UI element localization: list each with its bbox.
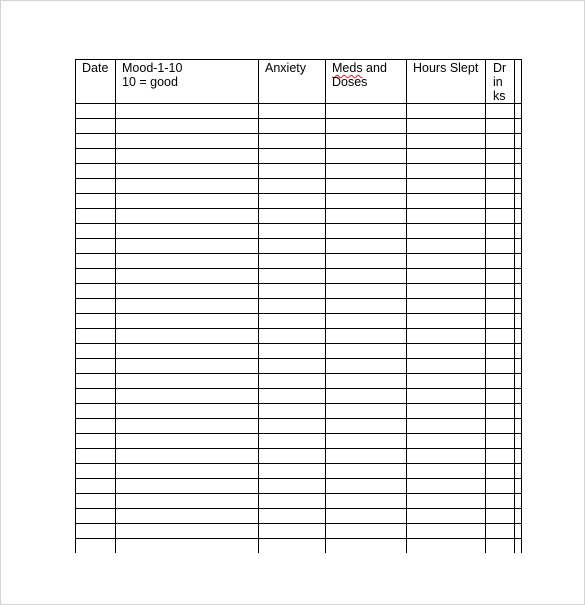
extra-cell[interactable] bbox=[515, 104, 522, 119]
meds-cell[interactable] bbox=[326, 254, 407, 269]
hours-slept-cell[interactable] bbox=[407, 104, 486, 119]
hours-slept-cell[interactable] bbox=[407, 404, 486, 419]
header-mood-line2: 10 = good bbox=[122, 75, 178, 89]
meds-cell[interactable] bbox=[326, 479, 407, 494]
hours-slept-cell[interactable] bbox=[407, 119, 486, 134]
anxiety-cell[interactable] bbox=[259, 254, 326, 269]
header-date bbox=[76, 60, 116, 104]
drinks-cell[interactable] bbox=[486, 104, 515, 119]
drinks-cell[interactable] bbox=[486, 419, 515, 434]
drinks-cell[interactable] bbox=[486, 209, 515, 224]
table-row bbox=[76, 389, 522, 404]
extra-cell[interactable] bbox=[515, 509, 522, 524]
anxiety-cell[interactable] bbox=[259, 374, 326, 389]
hours-slept-cell[interactable] bbox=[407, 179, 486, 194]
meds-cell[interactable] bbox=[326, 269, 407, 284]
anxiety-cell[interactable] bbox=[259, 404, 326, 419]
anxiety-cell[interactable] bbox=[259, 539, 326, 554]
meds-cell[interactable] bbox=[326, 149, 407, 164]
meds-cell[interactable] bbox=[326, 104, 407, 119]
drinks-cell[interactable] bbox=[486, 479, 515, 494]
mood-cell[interactable] bbox=[116, 509, 259, 524]
extra-cell[interactable] bbox=[515, 209, 522, 224]
date-cell[interactable] bbox=[76, 494, 116, 509]
meds-cell[interactable] bbox=[326, 329, 407, 344]
anxiety-cell[interactable] bbox=[259, 179, 326, 194]
drinks-cell[interactable] bbox=[486, 524, 515, 539]
anxiety-cell[interactable] bbox=[259, 524, 326, 539]
date-cell[interactable] bbox=[76, 479, 116, 494]
date-cell[interactable] bbox=[76, 149, 116, 164]
meds-cell[interactable] bbox=[326, 239, 407, 254]
anxiety-cell[interactable] bbox=[259, 314, 326, 329]
date-cell[interactable] bbox=[76, 404, 116, 419]
mood-cell[interactable] bbox=[116, 314, 259, 329]
extra-cell[interactable] bbox=[515, 374, 522, 389]
mood-cell[interactable] bbox=[116, 284, 259, 299]
drinks-cell[interactable] bbox=[486, 299, 515, 314]
date-cell[interactable] bbox=[76, 524, 116, 539]
table-row bbox=[76, 404, 522, 419]
date-cell[interactable] bbox=[76, 374, 116, 389]
drinks-cell[interactable] bbox=[486, 404, 515, 419]
date-cell[interactable] bbox=[76, 254, 116, 269]
table-row bbox=[76, 284, 522, 299]
header-anxiety-label: Anxiety bbox=[265, 61, 306, 75]
meds-cell[interactable] bbox=[326, 359, 407, 374]
drinks-cell[interactable] bbox=[486, 134, 515, 149]
date-cell[interactable] bbox=[76, 179, 116, 194]
extra-cell[interactable] bbox=[515, 434, 522, 449]
date-cell[interactable] bbox=[76, 299, 116, 314]
date-cell[interactable] bbox=[76, 434, 116, 449]
date-cell[interactable] bbox=[76, 329, 116, 344]
extra-cell[interactable] bbox=[515, 494, 522, 509]
table-row bbox=[76, 104, 522, 119]
hours-slept-cell[interactable] bbox=[407, 284, 486, 299]
mood-cell[interactable] bbox=[116, 254, 259, 269]
extra-cell[interactable] bbox=[515, 149, 522, 164]
anxiety-cell[interactable] bbox=[259, 209, 326, 224]
table-row bbox=[76, 344, 522, 359]
anxiety-cell[interactable] bbox=[259, 269, 326, 284]
hours-slept-cell[interactable] bbox=[407, 464, 486, 479]
header-drinks-line3: ks bbox=[493, 89, 506, 103]
drinks-cell[interactable] bbox=[486, 374, 515, 389]
anxiety-cell[interactable] bbox=[259, 224, 326, 239]
table-row bbox=[76, 119, 522, 134]
drinks-cell[interactable] bbox=[486, 359, 515, 374]
mood-cell[interactable] bbox=[116, 389, 259, 404]
table-row bbox=[76, 509, 522, 524]
table-row bbox=[76, 359, 522, 374]
table-row bbox=[76, 254, 522, 269]
meds-cell[interactable] bbox=[326, 374, 407, 389]
meds-cell[interactable] bbox=[326, 299, 407, 314]
extra-cell[interactable] bbox=[515, 524, 522, 539]
table-row bbox=[76, 434, 522, 449]
hours-slept-cell[interactable] bbox=[407, 494, 486, 509]
mood-log-table bbox=[75, 59, 522, 553]
date-cell[interactable] bbox=[76, 239, 116, 254]
hours-slept-cell[interactable] bbox=[407, 449, 486, 464]
mood-cell[interactable] bbox=[116, 179, 259, 194]
date-cell[interactable] bbox=[76, 509, 116, 524]
hours-slept-cell[interactable] bbox=[407, 254, 486, 269]
hours-slept-cell[interactable] bbox=[407, 359, 486, 374]
hours-slept-cell[interactable] bbox=[407, 479, 486, 494]
hours-slept-cell[interactable] bbox=[407, 419, 486, 434]
anxiety-cell[interactable] bbox=[259, 119, 326, 134]
extra-cell[interactable] bbox=[515, 134, 522, 149]
meds-cell[interactable] bbox=[326, 434, 407, 449]
meds-cell[interactable] bbox=[326, 134, 407, 149]
extra-cell[interactable] bbox=[515, 329, 522, 344]
table-row bbox=[76, 164, 522, 179]
table-row bbox=[76, 269, 522, 284]
extra-cell[interactable] bbox=[515, 224, 522, 239]
anxiety-cell[interactable] bbox=[259, 329, 326, 344]
drinks-cell[interactable] bbox=[486, 494, 515, 509]
drinks-cell[interactable] bbox=[486, 314, 515, 329]
extra-cell[interactable] bbox=[515, 539, 522, 554]
header-mood bbox=[116, 60, 259, 104]
meds-cell[interactable] bbox=[326, 224, 407, 239]
hours-slept-cell[interactable] bbox=[407, 269, 486, 284]
extra-cell[interactable] bbox=[515, 449, 522, 464]
mood-cell[interactable] bbox=[116, 104, 259, 119]
table-row bbox=[76, 134, 522, 149]
drinks-cell[interactable] bbox=[486, 464, 515, 479]
anxiety-cell[interactable] bbox=[259, 389, 326, 404]
extra-cell[interactable] bbox=[515, 239, 522, 254]
mood-cell[interactable] bbox=[116, 464, 259, 479]
meds-cell[interactable] bbox=[326, 419, 407, 434]
extra-cell[interactable] bbox=[515, 314, 522, 329]
mood-cell[interactable] bbox=[116, 404, 259, 419]
mood-cell[interactable] bbox=[116, 134, 259, 149]
extra-cell[interactable] bbox=[515, 299, 522, 314]
date-cell[interactable] bbox=[76, 539, 116, 554]
meds-cell[interactable] bbox=[326, 194, 407, 209]
drinks-cell[interactable] bbox=[486, 179, 515, 194]
anxiety-cell[interactable] bbox=[259, 239, 326, 254]
meds-cell[interactable] bbox=[326, 389, 407, 404]
anxiety-cell[interactable] bbox=[259, 434, 326, 449]
hours-slept-cell[interactable] bbox=[407, 239, 486, 254]
table-row bbox=[76, 494, 522, 509]
mood-cell[interactable] bbox=[116, 119, 259, 134]
drinks-cell[interactable] bbox=[486, 329, 515, 344]
extra-cell[interactable] bbox=[515, 479, 522, 494]
drinks-cell[interactable] bbox=[486, 119, 515, 134]
table-row bbox=[76, 449, 522, 464]
date-cell[interactable] bbox=[76, 284, 116, 299]
hours-slept-cell[interactable] bbox=[407, 539, 486, 554]
drinks-cell[interactable] bbox=[486, 284, 515, 299]
hours-slept-cell[interactable] bbox=[407, 374, 486, 389]
drinks-cell[interactable] bbox=[486, 509, 515, 524]
mood-cell[interactable] bbox=[116, 449, 259, 464]
date-cell[interactable] bbox=[76, 134, 116, 149]
mood-cell[interactable] bbox=[116, 494, 259, 509]
meds-cell[interactable] bbox=[326, 509, 407, 524]
drinks-cell[interactable] bbox=[486, 269, 515, 284]
drinks-cell[interactable] bbox=[486, 194, 515, 209]
anxiety-cell[interactable] bbox=[259, 509, 326, 524]
date-cell[interactable] bbox=[76, 464, 116, 479]
hours-slept-cell[interactable] bbox=[407, 299, 486, 314]
anxiety-cell[interactable] bbox=[259, 194, 326, 209]
anxiety-cell[interactable] bbox=[259, 479, 326, 494]
meds-cell[interactable] bbox=[326, 494, 407, 509]
meds-cell[interactable] bbox=[326, 404, 407, 419]
date-cell[interactable] bbox=[76, 389, 116, 404]
drinks-cell[interactable] bbox=[486, 389, 515, 404]
hours-slept-cell[interactable] bbox=[407, 149, 486, 164]
extra-cell[interactable] bbox=[515, 164, 522, 179]
anxiety-cell[interactable] bbox=[259, 359, 326, 374]
extra-cell[interactable] bbox=[515, 194, 522, 209]
header-drinks bbox=[486, 60, 515, 104]
table-row bbox=[76, 314, 522, 329]
anxiety-cell[interactable] bbox=[259, 134, 326, 149]
table-row bbox=[76, 299, 522, 314]
mood-cell[interactable] bbox=[116, 299, 259, 314]
header-hours-slept bbox=[407, 60, 486, 104]
mood-cell[interactable] bbox=[116, 149, 259, 164]
drinks-cell[interactable] bbox=[486, 449, 515, 464]
anxiety-cell[interactable] bbox=[259, 149, 326, 164]
hours-slept-cell[interactable] bbox=[407, 434, 486, 449]
hours-slept-cell[interactable] bbox=[407, 194, 486, 209]
meds-cell[interactable] bbox=[326, 344, 407, 359]
date-cell[interactable] bbox=[76, 344, 116, 359]
header-meds bbox=[326, 60, 407, 104]
drinks-cell[interactable] bbox=[486, 164, 515, 179]
mood-cell[interactable] bbox=[116, 374, 259, 389]
meds-cell[interactable] bbox=[326, 119, 407, 134]
header-mood-line1: Mood-1-10 bbox=[122, 61, 183, 75]
drinks-cell[interactable] bbox=[486, 254, 515, 269]
header-hours-slept-label: Hours Slept bbox=[413, 61, 479, 75]
table-row bbox=[76, 194, 522, 209]
table-row bbox=[76, 419, 522, 434]
hours-slept-cell[interactable] bbox=[407, 524, 486, 539]
anxiety-cell[interactable] bbox=[259, 494, 326, 509]
mood-cell[interactable] bbox=[116, 359, 259, 374]
header-anxiety bbox=[259, 60, 326, 104]
drinks-cell[interactable] bbox=[486, 539, 515, 554]
meds-cell[interactable] bbox=[326, 524, 407, 539]
table-row bbox=[76, 374, 522, 389]
anxiety-cell[interactable] bbox=[259, 284, 326, 299]
extra-cell[interactable] bbox=[515, 179, 522, 194]
table-row bbox=[76, 329, 522, 344]
header-row bbox=[76, 60, 522, 104]
extra-cell[interactable] bbox=[515, 254, 522, 269]
extra-cell[interactable] bbox=[515, 269, 522, 284]
date-cell[interactable] bbox=[76, 164, 116, 179]
mood-cell[interactable] bbox=[116, 239, 259, 254]
meds-cell[interactable] bbox=[326, 314, 407, 329]
header-meds-line1 bbox=[332, 61, 406, 75]
header-meds-rest: and bbox=[362, 61, 387, 75]
mood-cell[interactable] bbox=[116, 329, 259, 344]
drinks-cell[interactable] bbox=[486, 344, 515, 359]
mood-cell[interactable] bbox=[116, 209, 259, 224]
extra-cell[interactable] bbox=[515, 464, 522, 479]
anxiety-cell[interactable] bbox=[259, 464, 326, 479]
hours-slept-cell[interactable] bbox=[407, 344, 486, 359]
table-row bbox=[76, 479, 522, 494]
mood-cell[interactable] bbox=[116, 524, 259, 539]
table-row bbox=[76, 539, 522, 554]
extra-cell[interactable] bbox=[515, 359, 522, 374]
header-meds-line2: Doses bbox=[332, 75, 368, 89]
extra-cell[interactable] bbox=[515, 404, 522, 419]
date-cell[interactable] bbox=[76, 314, 116, 329]
date-cell[interactable] bbox=[76, 449, 116, 464]
date-cell[interactable] bbox=[76, 419, 116, 434]
mood-cell[interactable] bbox=[116, 269, 259, 284]
anxiety-cell[interactable] bbox=[259, 104, 326, 119]
hours-slept-cell[interactable] bbox=[407, 224, 486, 239]
extra-cell[interactable] bbox=[515, 389, 522, 404]
anxiety-cell[interactable] bbox=[259, 419, 326, 434]
date-cell[interactable] bbox=[76, 269, 116, 284]
table-row bbox=[76, 224, 522, 239]
meds-cell[interactable] bbox=[326, 464, 407, 479]
mood-cell[interactable] bbox=[116, 434, 259, 449]
drinks-cell[interactable] bbox=[486, 224, 515, 239]
hours-slept-cell[interactable] bbox=[407, 329, 486, 344]
table-row bbox=[76, 179, 522, 194]
log-table-body bbox=[76, 104, 522, 554]
header-drinks-line1: Dr bbox=[493, 61, 507, 75]
extra-cell[interactable] bbox=[515, 284, 522, 299]
extra-cell[interactable] bbox=[515, 119, 522, 134]
meds-cell[interactable] bbox=[326, 449, 407, 464]
header-date-label: Date bbox=[82, 61, 109, 75]
mood-cell[interactable] bbox=[116, 344, 259, 359]
date-cell[interactable] bbox=[76, 359, 116, 374]
mood-cell[interactable] bbox=[116, 224, 259, 239]
hours-slept-cell[interactable] bbox=[407, 509, 486, 524]
mood-cell[interactable] bbox=[116, 164, 259, 179]
mood-cell[interactable] bbox=[116, 194, 259, 209]
hours-slept-cell[interactable] bbox=[407, 314, 486, 329]
meds-cell[interactable] bbox=[326, 209, 407, 224]
date-cell[interactable] bbox=[76, 209, 116, 224]
meds-cell[interactable] bbox=[326, 539, 407, 554]
hours-slept-cell[interactable] bbox=[407, 134, 486, 149]
drinks-cell[interactable] bbox=[486, 239, 515, 254]
date-cell[interactable] bbox=[76, 194, 116, 209]
header-extra bbox=[515, 60, 522, 104]
mood-cell[interactable] bbox=[116, 539, 259, 554]
date-cell[interactable] bbox=[76, 104, 116, 119]
meds-cell[interactable] bbox=[326, 284, 407, 299]
extra-cell[interactable] bbox=[515, 344, 522, 359]
drinks-cell[interactable] bbox=[486, 149, 515, 164]
meds-cell[interactable] bbox=[326, 179, 407, 194]
table-row bbox=[76, 524, 522, 539]
hours-slept-cell[interactable] bbox=[407, 209, 486, 224]
table-row bbox=[76, 464, 522, 479]
table-row bbox=[76, 209, 522, 224]
hours-slept-cell[interactable] bbox=[407, 389, 486, 404]
date-cell[interactable] bbox=[76, 224, 116, 239]
extra-cell[interactable] bbox=[515, 419, 522, 434]
hours-slept-cell[interactable] bbox=[407, 164, 486, 179]
date-cell[interactable] bbox=[76, 119, 116, 134]
anxiety-cell[interactable] bbox=[259, 299, 326, 314]
anxiety-cell[interactable] bbox=[259, 449, 326, 464]
header-meds-word: Meds bbox=[332, 61, 363, 75]
anxiety-cell[interactable] bbox=[259, 164, 326, 179]
meds-cell[interactable] bbox=[326, 164, 407, 179]
anxiety-cell[interactable] bbox=[259, 344, 326, 359]
mood-cell[interactable] bbox=[116, 479, 259, 494]
header-drinks-line2: in bbox=[493, 75, 503, 89]
table-row bbox=[76, 239, 522, 254]
drinks-cell[interactable] bbox=[486, 434, 515, 449]
mood-cell[interactable] bbox=[116, 419, 259, 434]
table-row bbox=[76, 149, 522, 164]
